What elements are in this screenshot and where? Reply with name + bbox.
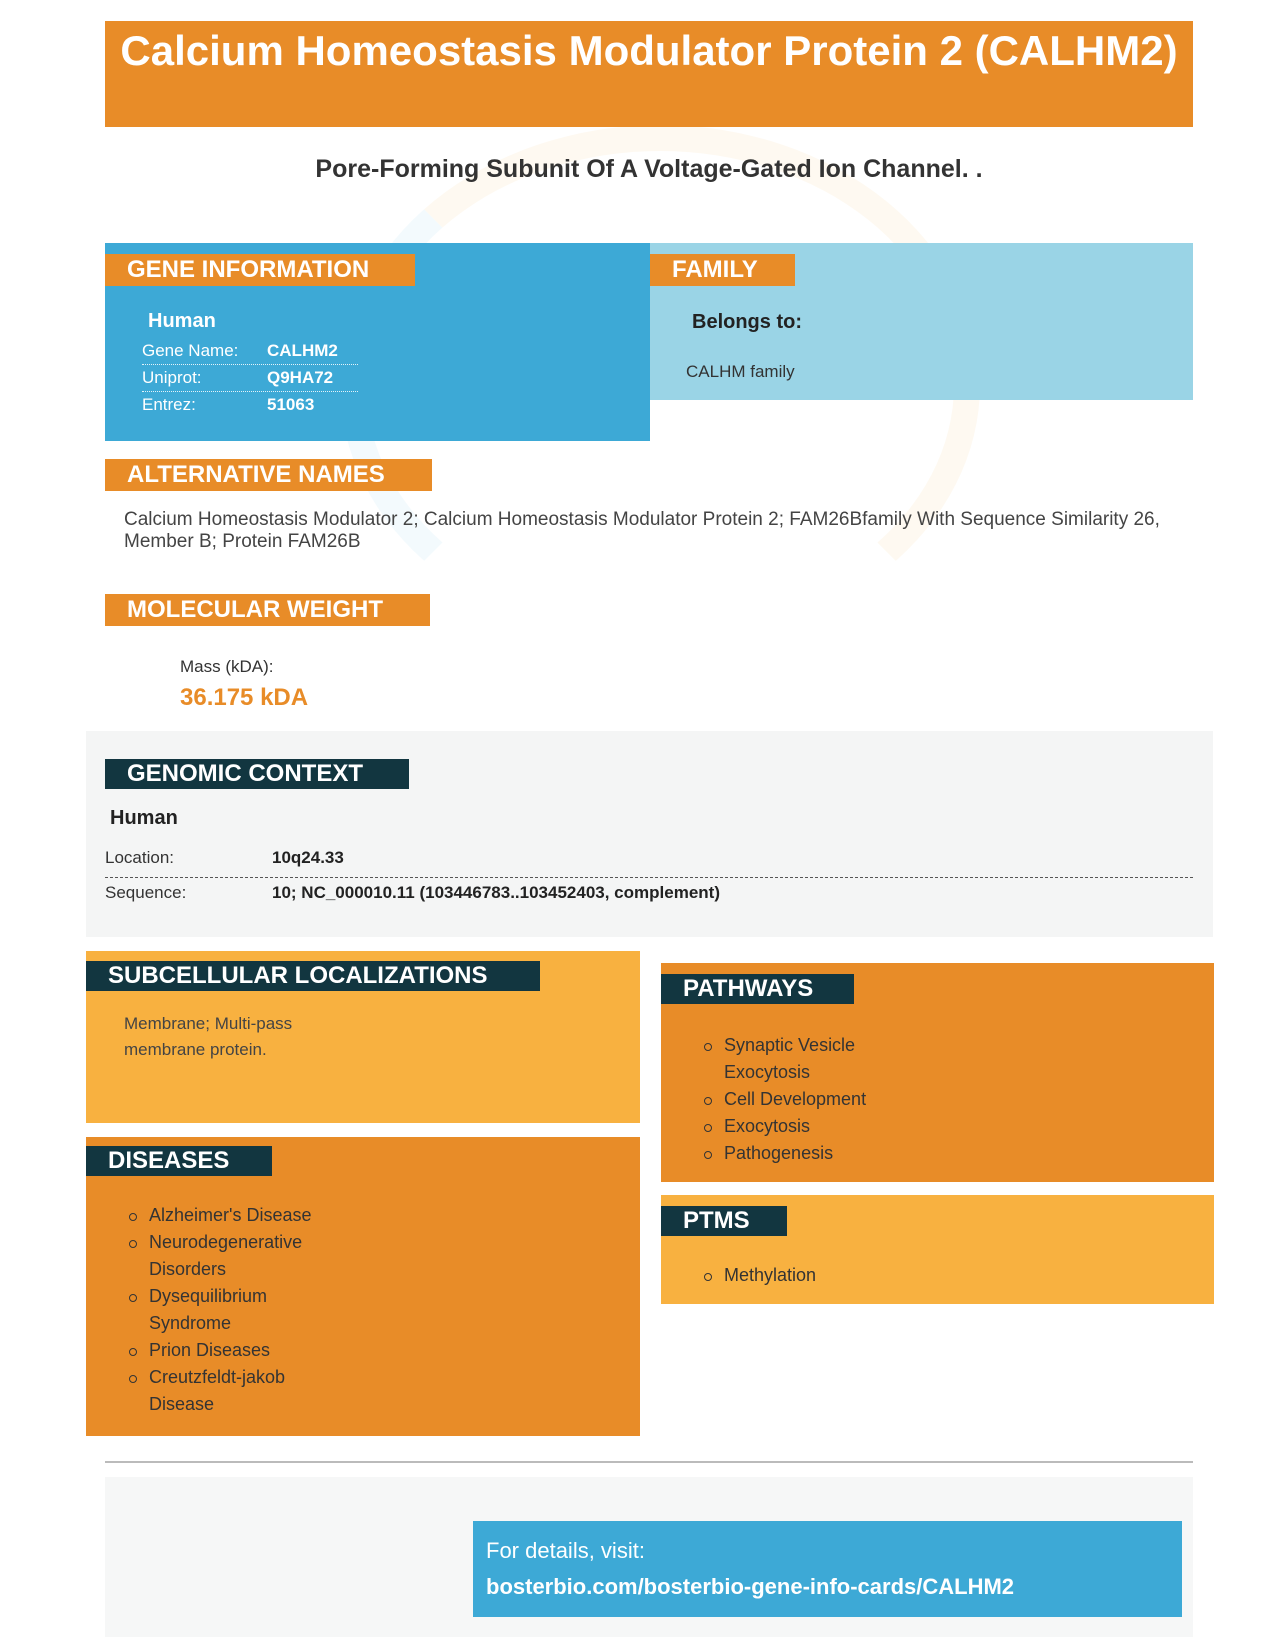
gene-information-heading: GENE INFORMATION	[105, 254, 415, 286]
genomic-context-heading: GENOMIC CONTEXT	[105, 759, 409, 789]
list-item: Neurodegenerative Disorders	[129, 1229, 312, 1283]
pathways-heading: PATHWAYS	[661, 974, 854, 1004]
entrez-value: 51063	[267, 395, 315, 414]
gene-name-label: Gene Name:	[142, 341, 239, 360]
location-divider	[105, 877, 1193, 878]
details-link[interactable]: bosterbio.com/bosterbio-gene-info-cards/CALHM2	[486, 1574, 1015, 1599]
location-value: 10q24.33	[272, 848, 344, 867]
mass-value: 36.175 kDA	[180, 684, 309, 711]
list-item: Methylation	[704, 1262, 816, 1289]
ptms-heading: PTMS	[661, 1206, 787, 1236]
family-value: CALHM family	[686, 362, 795, 381]
diseases-heading: DISEASES	[86, 1146, 272, 1176]
uniprot-row	[142, 365, 358, 392]
gene-name-value: CALHM2	[267, 341, 338, 360]
list-item: Exocytosis	[704, 1113, 866, 1140]
details-box	[473, 1521, 1182, 1617]
list-item: Synaptic Vesicle Exocytosis	[704, 1032, 866, 1086]
page-subtitle: Pore-Forming Subunit Of A Voltage-Gated Ion Channel. .	[315, 155, 983, 183]
gene-name-row	[142, 338, 358, 365]
page-title: Calcium Homeostasis Modulator Protein 2 (CALHM2)	[105, 21, 1193, 127]
alternative-names-text: Calcium Homeostasis Modulator 2; Calcium Homeostasis Modulator Protein 2; FAM26Bfamily With Sequence Similarity 26, Member B; Protein FAM26B	[124, 509, 1160, 552]
entrez-label: Entrez:	[142, 395, 196, 414]
genomic-species: Human	[110, 807, 178, 829]
subcellular-heading: SUBCELLULAR LOCALIZATIONS	[86, 961, 540, 991]
list-item: Pathogenesis	[704, 1140, 866, 1167]
uniprot-label: Uniprot:	[142, 368, 202, 387]
list-item: Dysequilibrium Syndrome	[129, 1283, 312, 1337]
subcellular-line-1: Membrane; Multi-pass	[124, 1014, 293, 1033]
list-item: Alzheimer's Disease	[129, 1202, 312, 1229]
diseases-list	[129, 1202, 312, 1418]
entrez-row	[142, 392, 358, 419]
list-item: Creutzfeldt-jakob Disease	[129, 1364, 312, 1418]
details-label: For details, visit:	[486, 1538, 645, 1563]
mass-label: Mass (kDA):	[180, 657, 274, 676]
family-heading: FAMILY	[650, 254, 795, 286]
subcellular-line-2: membrane protein.	[124, 1040, 267, 1059]
pathways-list	[704, 1032, 866, 1167]
alternative-names-heading: ALTERNATIVE NAMES	[105, 459, 432, 491]
molecular-weight-heading: MOLECULAR WEIGHT	[105, 594, 430, 626]
family-belongs-label: Belongs to:	[692, 311, 802, 333]
uniprot-value: Q9HA72	[267, 368, 334, 387]
sequence-label: Sequence:	[105, 883, 187, 902]
gene-species: Human	[148, 310, 216, 332]
subcellular-text	[124, 1011, 292, 1063]
footer-divider	[105, 1461, 1193, 1463]
list-item: Cell Development	[704, 1086, 866, 1113]
sequence-value: 10; NC_000010.11 (103446783..103452403, complement)	[272, 883, 720, 902]
ptms-list	[704, 1262, 816, 1289]
list-item: Prion Diseases	[129, 1337, 312, 1364]
location-label: Location:	[105, 848, 174, 867]
